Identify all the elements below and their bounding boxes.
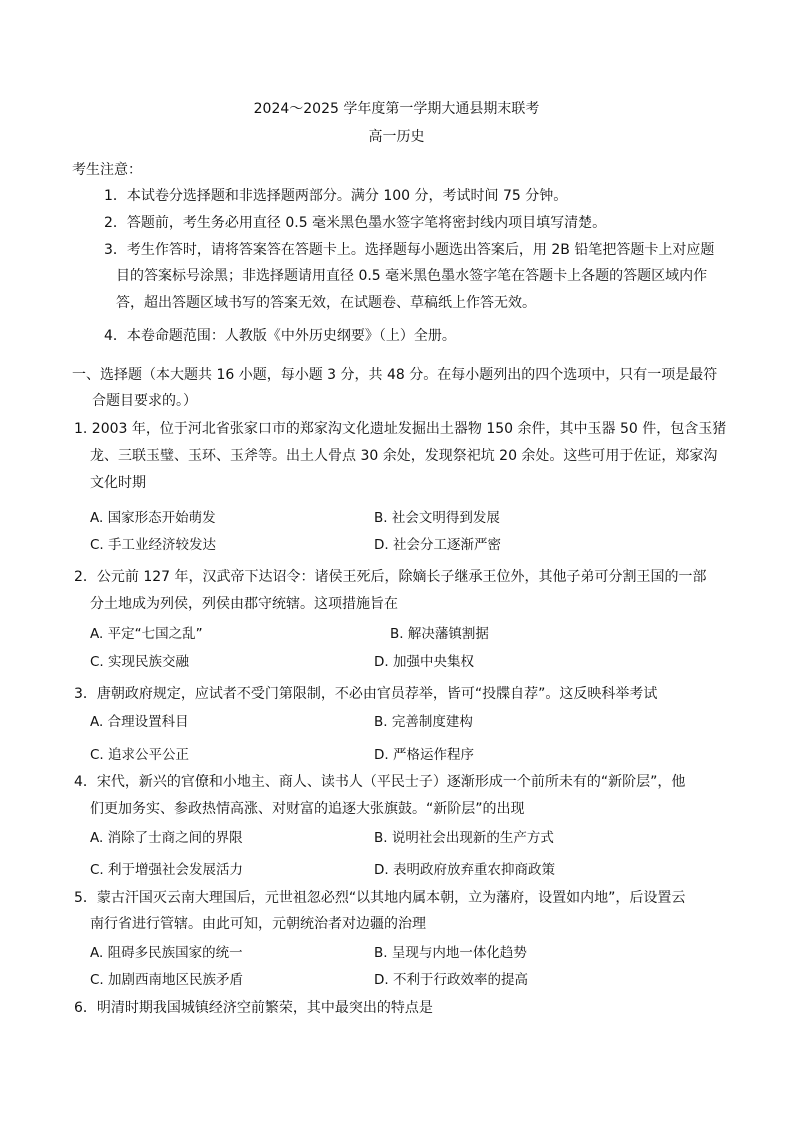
- question-2-option-d[interactable]: D. 加强中央集权: [374, 654, 474, 670]
- question-4-option-a[interactable]: A. 消除了士商之间的界限: [90, 830, 243, 846]
- notice-item-3-line-3: 答，超出答题区域书写的答案无效，在试题卷、草稿纸上作答无效。: [116, 295, 536, 311]
- question-1-line-3: 文化时期: [90, 475, 146, 491]
- notice-item-4: 4．本卷命题范围：人教版《中外历史纲要》（上）全册。: [104, 328, 456, 344]
- question-1-line-1: 1. 2003 年，位于河北省张家口市的郑家沟文化遗址发掘出土器物 150 余件，其中玉器 50 件，包含玉猪: [74, 421, 727, 437]
- section-heading-line-1: 一、选择题（本大题共 16 小题，每小题 3 分，共 48 分。在每小题列出的四个选项中，只有一项是最符: [72, 367, 718, 383]
- question-1-option-c[interactable]: C. 手工业经济较发达: [90, 537, 217, 553]
- subject-title: 高一历史: [368, 129, 425, 145]
- notice-item-3-line-1: 3．考生作答时，请将答案答在答题卡上。选择题每小题选出答案后，用 2B 铅笔把答题卡上对应题: [104, 242, 715, 258]
- question-2-option-c[interactable]: C. 实现民族交融: [90, 654, 190, 670]
- question-6-line-1: 6．明清时期我国城镇经济空前繁荣，其中最突出的特点是: [74, 1000, 433, 1016]
- notice-item-3-line-2: 目的答案标号涂黑；非选择题请用直径 0.5 毫米黑色墨水签字笔在答题卡上各题的答题区域内作: [116, 268, 708, 284]
- question-5-option-c[interactable]: C. 加剧西南地区民族矛盾: [90, 972, 244, 988]
- question-2-line-1: 2．公元前 127 年，汉武帝下达诏令：诸侯王死后，除嫡长子继承王位外，其他子弟可分割王国的一部: [74, 569, 707, 585]
- exam-title: 2024～2025 学年度第一学期大通县期末联考: [253, 101, 540, 117]
- question-2-option-a[interactable]: A. 平定“七国之乱”: [90, 626, 203, 642]
- notice-item-1: 1．本试卷分选择题和非选择题两部分。满分 100 分，考试时间 75 分钟。: [104, 188, 568, 204]
- section-heading-line-2: 合题目要求的。）: [92, 393, 197, 409]
- question-1-line-2: 龙、三联玉璧、玉环、玉斧等。出土人骨点 30 余处，发现祭祀坑 20 余处。这些可用于佐证，郑家沟: [90, 448, 718, 464]
- question-5-option-a[interactable]: A. 阻碍多民族国家的统一: [90, 945, 243, 961]
- question-4-option-b[interactable]: B. 说明社会出现新的生产方式: [374, 830, 554, 846]
- notice-item-2: 2．答题前，考生务必用直径 0.5 毫米黑色墨水签字笔将密封线内项目填写清楚。: [104, 215, 607, 231]
- question-2-line-2: 分土地成为列侯，列侯由郡守统辖。这项措施旨在: [90, 596, 398, 612]
- question-5-option-d[interactable]: D. 不利于行政效率的提高: [374, 972, 528, 988]
- question-4-option-d[interactable]: D. 表明政府放弃重农抑商政策: [374, 862, 555, 878]
- question-5-line-1: 5．蒙古汗国灭云南大理国后，元世祖忽必烈“以其地内属本朝，立为藩府，设置如内地”，后设置云: [74, 890, 686, 906]
- question-1-option-d[interactable]: D. 社会分工逐渐严密: [374, 537, 501, 553]
- question-3-option-a[interactable]: A. 合理设置科目: [90, 714, 189, 730]
- notice-heading: 考生注意：: [72, 162, 142, 178]
- question-2-option-b[interactable]: B. 解决藩镇割据: [390, 626, 489, 642]
- question-3-line-1: 3．唐朝政府规定，应试者不受门第限制，不必由官员荐举，皆可“投牒自荐”。这反映科举考试: [74, 686, 658, 702]
- question-3-option-c[interactable]: C. 追求公平公正: [90, 747, 190, 763]
- question-4-line-2: 们更加务实、参政热情高涨、对财富的追逐大张旗鼓。“新阶层”的出现: [90, 801, 525, 817]
- question-4-option-c[interactable]: C. 利于增强社会发展活力: [90, 862, 244, 878]
- question-1-option-a[interactable]: A. 国家形态开始萌发: [90, 510, 216, 526]
- question-4-line-1: 4．宋代，新兴的官僚和小地主、商人、读书人（平民士子）逐渐形成一个前所未有的“新阶层”，他: [74, 774, 686, 790]
- question-5-option-b[interactable]: B. 呈现与内地一体化趋势: [374, 945, 527, 961]
- question-3-option-d[interactable]: D. 严格运作程序: [374, 747, 474, 763]
- question-1-option-b[interactable]: B. 社会文明得到发展: [374, 510, 500, 526]
- question-3-option-b[interactable]: B. 完善制度建构: [374, 714, 473, 730]
- question-5-line-2: 南行省进行管辖。由此可知，元朝统治者对边疆的治理: [90, 916, 426, 932]
